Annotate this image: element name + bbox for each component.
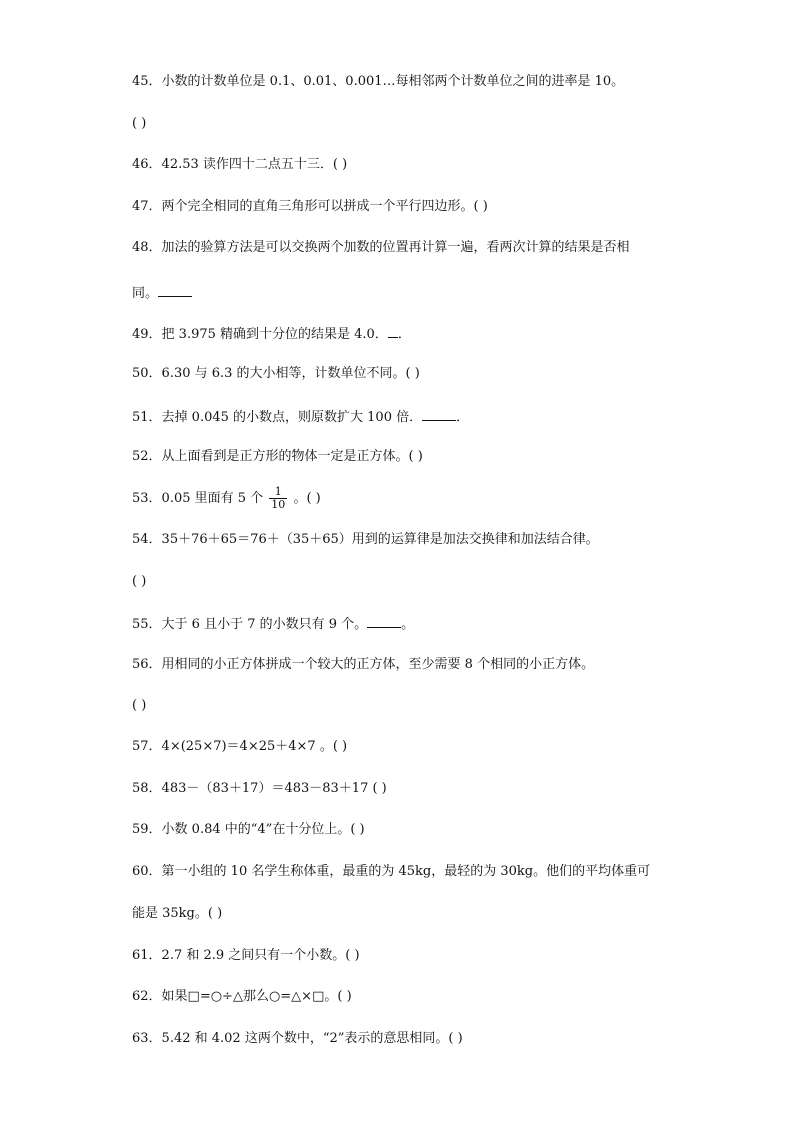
question-58 — [132, 781, 387, 797]
question-text: 45．小数的计数单位是 0.1、0.01、0.001…每相邻两个计数单位之间的进率是 10。 — [132, 74, 625, 89]
question-text: 60．第一小组的 10 名学生称体重，最重的为 45kg，最轻的为 30kg。他们的平均体重可 — [132, 864, 651, 879]
question-text: 56．用相同的小正方体拼成一个较大的正方体，至少需要 8 个相同的小正方体。 — [132, 657, 595, 672]
question-51 — [132, 408, 469, 426]
question-49 — [132, 325, 411, 343]
answer-blank[interactable] — [388, 325, 398, 338]
question-50 — [132, 366, 420, 382]
question-text: 46．42.53 读作四十二点五十三．( ) — [132, 157, 348, 172]
question-46 — [132, 157, 347, 173]
question-text: 47．两个完全相同的直角三角形可以拼成一个平行四边形。( ) — [132, 199, 488, 214]
question-text: 55．大于 6 且小于 7 的小数只有 9 个。 — [132, 617, 368, 632]
question-text: 同。 — [132, 286, 159, 301]
question-54 — [132, 532, 599, 548]
question-text: ( ) — [132, 116, 147, 131]
question-62 — [132, 989, 352, 1005]
question-text: 57．4×(25×7)＝4×25＋4×7 。( ) — [132, 739, 348, 754]
question-55 — [132, 615, 414, 633]
fraction-denominator: 10 — [271, 498, 286, 511]
fraction-numerator: 1 — [269, 486, 287, 499]
question-suffix: 。( ) — [293, 491, 321, 506]
question-52 — [132, 449, 423, 465]
question-57 — [132, 739, 347, 755]
answer-paren-45 — [132, 116, 146, 132]
question-suffix: 。 — [401, 617, 415, 632]
question-text: 53．0.05 里面有 5 个 — [132, 491, 264, 506]
question-53 — [132, 484, 321, 514]
answer-blank[interactable] — [422, 408, 456, 421]
question-text: 58．483－（83＋17）＝483－83＋17 ( ) — [132, 781, 387, 796]
question-56 — [132, 657, 594, 673]
question-63 — [132, 1031, 463, 1047]
question-text: 61．2.7 和 2.9 之间只有一个小数。( ) — [132, 948, 360, 963]
question-text: 48．加法的验算方法是可以交换两个加数的位置再计算一遍，看两次计算的结果是否相 — [132, 240, 630, 255]
question-45 — [132, 74, 624, 90]
question-suffix: ． — [456, 410, 470, 425]
answer-paren-54 — [132, 574, 146, 590]
question-text: 62．如果□=○÷△那么○=△×□。( ) — [132, 989, 352, 1004]
question-59 — [132, 822, 365, 838]
fraction-one-tenth — [269, 486, 287, 511]
answer-blank[interactable] — [158, 284, 192, 297]
question-text: 能是 35kg。( ) — [132, 906, 223, 921]
question-text: 54．35＋76＋65＝76＋（35＋65）用到的运算律是加法交换律和加法结合律。 — [132, 532, 599, 547]
question-48 — [132, 240, 630, 256]
question-text: ( ) — [132, 698, 147, 713]
question-text: 50．6.30 与 6.3 的大小相等，计数单位不同。( ) — [132, 366, 420, 381]
question-47 — [132, 199, 488, 215]
question-suffix: ． — [397, 327, 411, 342]
answer-blank[interactable] — [367, 615, 401, 628]
question-text: 63．5.42 和 4.02 这两个数中，“2”表示的意思相同。( ) — [132, 1031, 463, 1046]
question-text: 52．从上面看到是正方形的物体一定是正方体。( ) — [132, 449, 423, 464]
question-61 — [132, 948, 360, 964]
question-48-continued — [132, 284, 192, 302]
question-text: ( ) — [132, 574, 147, 589]
question-text: 59．小数 0.84 中的“4”在十分位上。( ) — [132, 822, 365, 837]
question-text: 51．去掉 0.045 的小数点，则原数扩大 100 倍． — [132, 410, 423, 425]
question-60-continued — [132, 906, 222, 922]
question-text: 49．把 3.975 精确到十分位的结果是 4.0． — [132, 327, 388, 342]
question-60 — [132, 864, 650, 880]
answer-paren-56 — [132, 698, 146, 714]
